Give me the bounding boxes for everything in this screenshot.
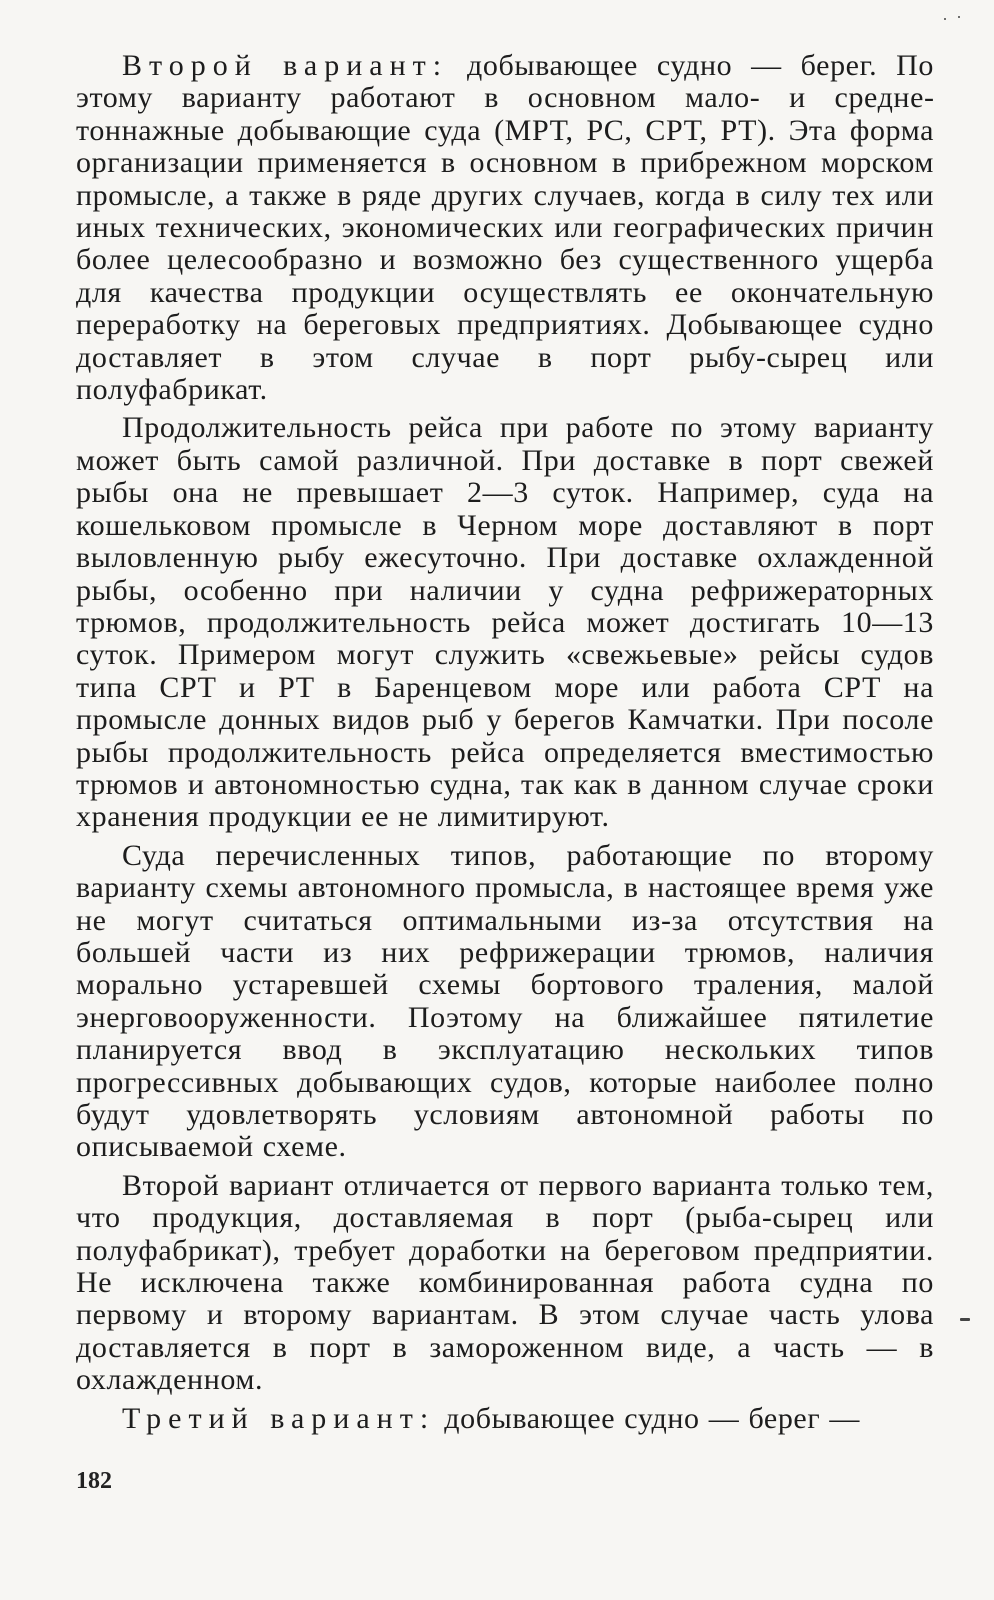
variant-three-heading: Третий вариант: (122, 1401, 436, 1435)
paragraph-text: добывающее судно — берег — (435, 1401, 860, 1435)
paragraph-text: Суда перечисленных типов, работающие по второму варианту схемы автономного промысла, в настоящее время уже не могут считаться оптимальными из-за отсутствия на большей части из них рефрижерации трюмов, наличия морально устаревшей схемы бортового траления, малой энерговооруженности. Поэтому на ближайшее пятилетие планируется ввод в эксплуатацию нескольких типов прогрессивных добывающих судов, которые наиболее полно будут удовлетворять условиям автономной работы по описываемой схеме. (76, 838, 934, 1164)
paragraph-text: Второй вариант отличается от первого варианта только тем, что продукция, доставляемая в порт (рыба-сырец или полуфабрикат), требует доработки на береговом предприятии. Не исключена также комбинированная работа судна по первому и второму вариантам. В этом случае часть улова доставляется в порт в замороженном виде, а часть — в охлажденном. (76, 1168, 934, 1397)
scan-speck (958, 16, 960, 18)
page-number: 182 (76, 1468, 112, 1494)
paragraph-variant-difference (76, 1170, 934, 1397)
paragraph-variant-two (76, 50, 934, 406)
variant-two-heading: Второй вариант: (122, 49, 449, 82)
paragraph-vessel-types (76, 840, 934, 1164)
paragraph-text: Продолжительность рейса при работе по этому варианту может быть самой различной. При доставке в порт свежей рыбы она не превышает 2—3 суток. Например, суда на кошельковом промысле в Черном море доставляют в порт выловленную рыбу ежесуточно. При доставке охлажденной рыбы, особенно при наличии у судна рефрижераторных трюмов, продолжительность рейса может достигать 10—13 суток. Примером могут служить «свежьевые» рейсы судов типа СРТ и РТ в Баренцевом море или работа СРТ на промысле донных видов рыб у берегов Камчатки. При посоле рыбы продолжительность рейса определяется вместимостью трюмов и автономностью судна, так как в данном случае сроки хранения продукции ее не лимитируют. (76, 411, 934, 834)
scan-speck (960, 1318, 970, 1321)
paragraph-variant-three (76, 1403, 934, 1435)
page-body (76, 50, 934, 1441)
paragraph-trip-duration (76, 412, 934, 833)
scan-speck (944, 18, 946, 20)
paragraph-text: добывающее судно — берег. По этому варианту работают в основном мало- и среднетоннажные добывающие суда (МРТ, PC, СРТ, РТ). Эта форма организации применяется в основном в прибрежном морском промысле, а также в ряде других случаев, когда в силу тех или иных технических, экономических или географических причин более целесообразно и возможно без существенного ущерба для качества продукции осуществлять ее окончательную переработку на береговых предприятиях. Добывающее судно доставляет в этом случае в порт рыбу-сырец или полуфабрикат. (76, 49, 935, 407)
